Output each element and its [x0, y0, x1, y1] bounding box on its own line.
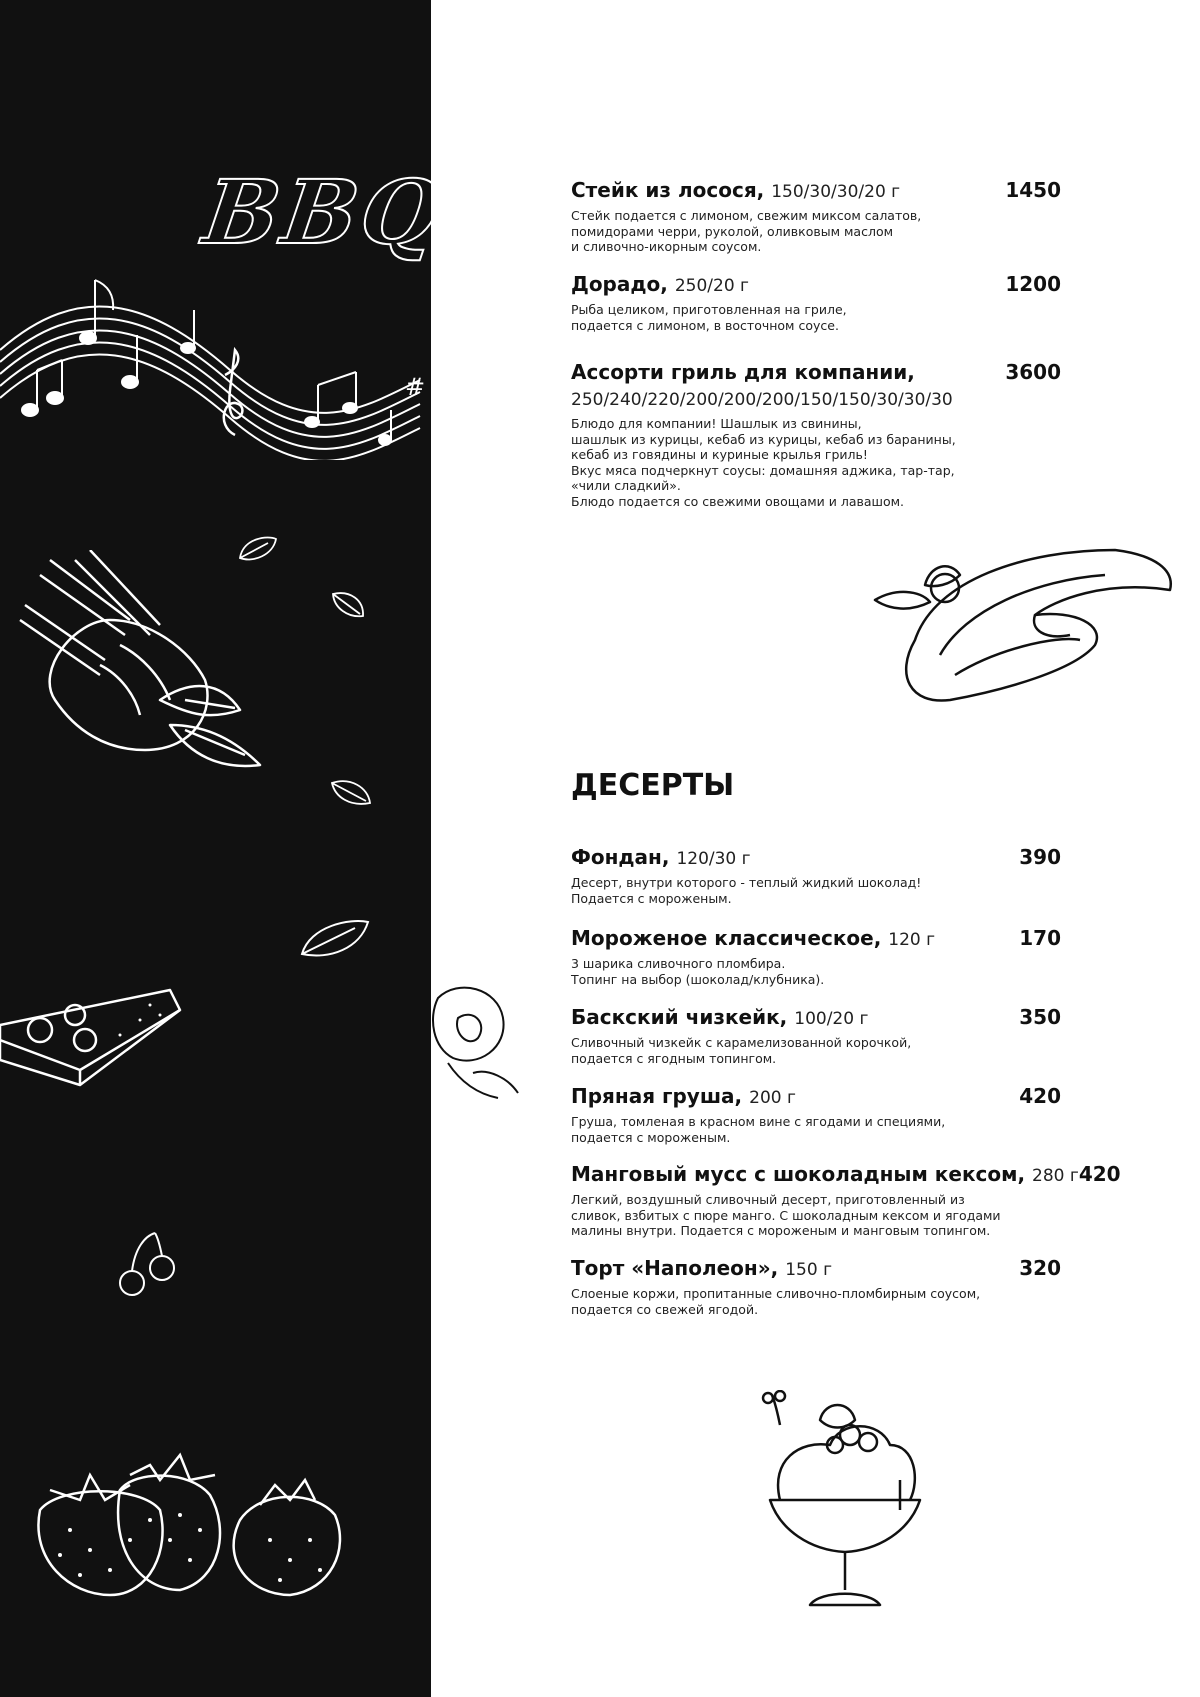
bbq-title: BBQ: [197, 160, 450, 264]
item-price: 390: [1019, 845, 1061, 869]
item-description: 3 шарика сливочного пломбира. Топинг на выбор (шоколад/клубника).: [571, 956, 825, 987]
item-name: Пряная груша,: [571, 1084, 743, 1108]
item-description: Легкий, воздушный сливочный десерт, приготовленный из сливок, взбитых с пюре манго. С шоколадным кексом и ягодами малины внутри. Подается с мороженым и манговым топингом.: [571, 1192, 1001, 1238]
strawberry-icon: [20, 1430, 360, 1600]
item-description: Десерт, внутри которого - теплый жидкий шоколад! Подается с мороженым.: [571, 875, 922, 906]
ice-cream-bowl-icon: [750, 1390, 940, 1620]
menu-item-napoleon-cake: [571, 1256, 1061, 1317]
item-name: Манговый мусс с шоколадным кексом,: [571, 1162, 1026, 1186]
item-description: Слоеные коржи, пропитанные сливочно-пломбирным соусом, подается со свежей ягодой.: [571, 1286, 981, 1317]
item-description: Блюдо для компании! Шашлык из свинины, шашлык из курицы, кебаб из курицы, кебаб из баранины, кебаб из говядины и куриные крылья гриль! Вкус мяса подчеркнут соусы: домашняя аджика, тар-тар, «чили сладкий». Блюдо подается со свежими овощами и лавашом.: [571, 416, 956, 509]
item-price: 3600: [1005, 360, 1061, 384]
item-weight: 120 г: [888, 930, 936, 950]
menu-item-basque-cheesecake: [571, 1005, 1061, 1066]
item-description: Стейк подается с лимоном, свежим миксом салатов, помидорами черри, руколой, оливковым маслом и сливочно-икорным соусом.: [571, 208, 922, 254]
item-name: Баскский чизкейк,: [571, 1005, 788, 1029]
item-name: Стейк из лосося,: [571, 178, 765, 202]
item-price: 420: [1078, 1162, 1121, 1186]
section-title-desserts: ДЕСЕРТЫ: [571, 768, 735, 803]
item-price: 350: [1019, 1005, 1061, 1029]
item-description: Рыба целиком, приготовленная на гриле, подается с лимоном, в восточном соусе.: [571, 302, 847, 333]
menu-item-grill-assorti: [571, 360, 1061, 509]
item-weight: 250/20 г: [674, 276, 749, 296]
item-weight: 120/30 г: [676, 849, 751, 869]
menu-item-dorado: [571, 272, 1061, 333]
item-weight: 150/30/30/20 г: [771, 182, 901, 202]
item-description: Груша, томленая в красном вине с ягодами и специями, подается с мороженым.: [571, 1114, 946, 1145]
item-price: 420: [1019, 1084, 1061, 1108]
rose-icon: [428, 978, 528, 1108]
item-description: Сливочный чизкейк с карамелизованной корочкой, подается с ягодным топингом.: [571, 1035, 912, 1066]
item-name: Торт «Наполеон»,: [571, 1256, 779, 1280]
item-price: 1450: [1005, 178, 1061, 202]
item-weight: 100/20 г: [794, 1009, 869, 1029]
cake-slice-icon: [0, 985, 190, 1095]
menu-item-salmon: [571, 178, 1061, 255]
item-name: Ассорти гриль для компании,: [571, 360, 915, 384]
item-weight: 200 г: [749, 1088, 796, 1108]
menu-item-ice-cream: [571, 926, 1061, 987]
item-weight: 150 г: [785, 1260, 833, 1280]
salmon-steak-icon: [855, 540, 1185, 720]
item-name: Дорадо,: [571, 272, 668, 296]
leaf-icon: [330, 590, 366, 620]
leaf-icon: [330, 777, 372, 809]
item-price: 1200: [1005, 272, 1061, 296]
item-weight: 280 г: [1032, 1166, 1079, 1186]
menu-item-mango-mousse: [571, 1162, 1121, 1239]
music-notes-icon: [0, 260, 431, 460]
ribs-icon: [10, 550, 280, 790]
cherry-icon: [110, 1228, 190, 1298]
item-price: 170: [1019, 926, 1061, 950]
leaf-icon: [300, 918, 370, 958]
item-name: Мороженое классическое,: [571, 926, 882, 950]
item-price: 320: [1019, 1256, 1061, 1280]
item-weight: 250/240/220/200/200/200/150/150/30/30/30: [571, 390, 953, 410]
item-name: Фондан,: [571, 845, 670, 869]
svg-text:#: #: [405, 373, 426, 401]
menu-item-spiced-pear: [571, 1084, 1061, 1145]
leaf-icon: [238, 533, 278, 563]
menu-item-fondant: [571, 845, 1061, 906]
left-decorative-panel: [0, 0, 450, 1697]
